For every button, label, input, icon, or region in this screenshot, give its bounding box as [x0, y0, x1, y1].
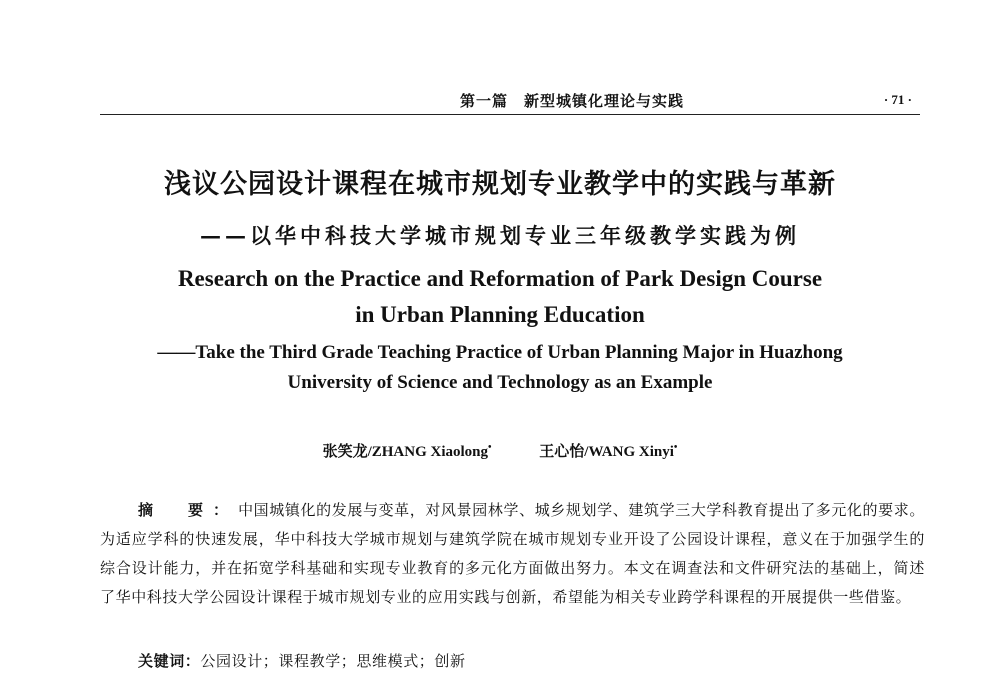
header-rule: [100, 114, 920, 115]
abstract-text: 中国城镇化的发展与变革，对风景园林学、城乡规划学、建筑学三大学科教育提出了多元化的要求。为适应学科的快速发展，华中科技大学城市规划与建筑学院在城市规划专业开设了公园设计课程，意义在于加强学生的综合设计能力，并在拓宽学科基础和实现专业教育的多元化方面做出努力。本文在调查法和文件研究法的基础上，简述了华中科技大学公园设计课程于城市规划专业的应用实践与创新，希望能为相关专业跨学科课程的开展提供一些借鉴。: [100, 501, 925, 606]
keywords-label: 关键词：: [138, 652, 201, 670]
chinese-title: 浅议公园设计课程在城市规划专业教学中的实践与革新: [164, 169, 836, 200]
english-title-line-2: in Urban Planning Education: [355, 302, 645, 327]
author-mark: •: [673, 442, 678, 453]
running-header: [100, 88, 920, 114]
keywords: [138, 650, 466, 671]
page-number: · 71 ·: [883, 92, 912, 107]
author-name: 张笑龙/ZHANG Xiaolong: [322, 444, 489, 460]
author-name: 王心怡/WANG Xinyi: [539, 444, 674, 460]
chinese-subtitle: ——以华中科技大学城市规划专业三年级教学实践为例: [200, 223, 800, 248]
abstract: [100, 496, 925, 612]
abstract-label: 摘 要：: [138, 501, 239, 519]
keywords-text: 公园设计；课程教学；思维模式；创新: [200, 652, 466, 670]
author-zhang: [323, 440, 492, 461]
author-line: [60, 440, 940, 461]
running-title: 第一篇 新型城镇化理论与实践: [460, 92, 685, 110]
author-mark: •: [488, 442, 492, 453]
english-subtitle-line-2: University of Science and Technology as an Example: [287, 372, 713, 393]
english-subtitle-line-1: ——Take the Third Grade Teaching Practice of Urban Planning Major in Huazhong: [157, 342, 843, 363]
author-wang: [539, 440, 677, 461]
english-title-line-1: Research on the Practice and Reformation of Park Design Course: [177, 266, 823, 291]
